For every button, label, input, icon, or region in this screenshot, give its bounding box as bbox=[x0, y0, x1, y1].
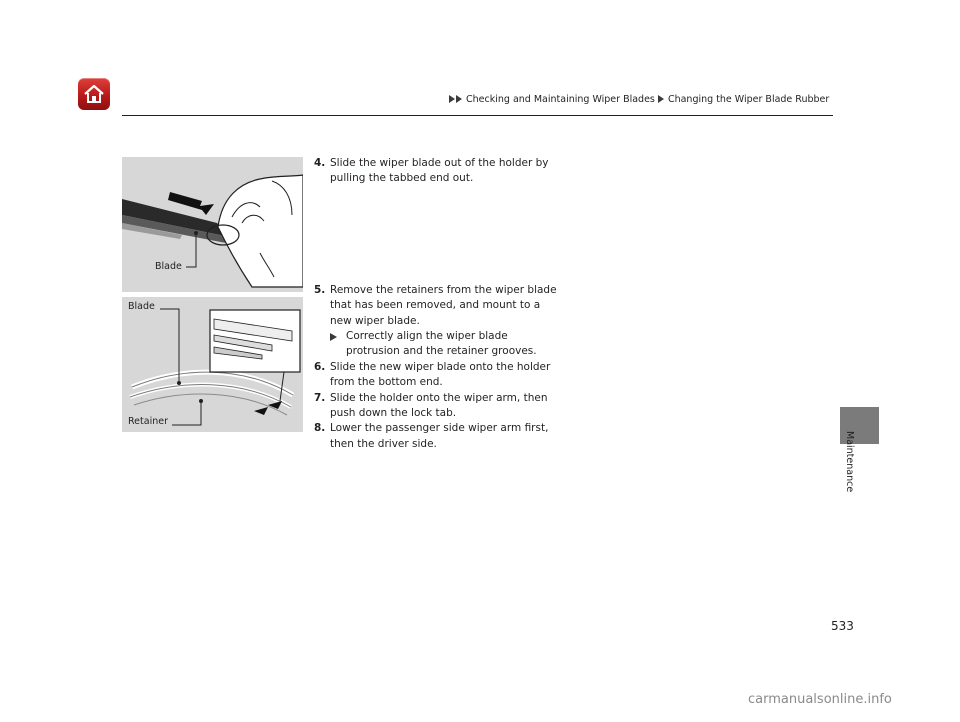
step-number: 8. bbox=[314, 422, 326, 435]
step-5 bbox=[314, 283, 564, 329]
instruction-steps bbox=[314, 156, 564, 452]
step-number: 6. bbox=[314, 360, 326, 373]
figure-label-retainer: Retainer bbox=[128, 416, 168, 427]
step-number: 5. bbox=[314, 283, 326, 296]
step-text: Slide the new wiper blade onto the holder from the bottom end. bbox=[330, 360, 551, 389]
breadcrumb-arrow-icon bbox=[449, 95, 455, 103]
note-arrow-icon bbox=[330, 333, 337, 341]
step-6 bbox=[314, 360, 564, 391]
section-label: Maintenance bbox=[844, 431, 855, 493]
illustration-retainers bbox=[122, 297, 303, 432]
figure-label-blade: Blade bbox=[128, 301, 155, 312]
wiper-blade-removal-illustration bbox=[122, 157, 303, 292]
breadcrumb-parent-link[interactable]: Checking and Maintaining Wiper Blades bbox=[466, 94, 655, 105]
step-text: Remove the retainers from the wiper blade that has been removed, and mount to a new wiper blade. bbox=[330, 283, 557, 327]
watermark: carmanualsonline.info bbox=[748, 692, 892, 707]
step-7 bbox=[314, 391, 564, 422]
illustration-remove-blade bbox=[122, 157, 303, 292]
home-icon bbox=[83, 83, 105, 105]
step-text: Slide the wiper blade out of the holder by pulling the tabbed end out. bbox=[330, 157, 549, 185]
page-number: 533 bbox=[831, 619, 854, 633]
step-5-note bbox=[314, 329, 564, 360]
step-text: Lower the passenger side wiper arm first, then the driver side. bbox=[330, 422, 549, 450]
breadcrumb bbox=[449, 94, 829, 106]
step-number: 4. bbox=[314, 157, 326, 169]
header-divider bbox=[122, 115, 833, 116]
wiper-retainer-illustration bbox=[122, 297, 303, 432]
step-8 bbox=[314, 421, 564, 452]
step-number: 7. bbox=[314, 391, 326, 404]
breadcrumb-current: Changing the Wiper Blade Rubber bbox=[667, 94, 830, 105]
figure-label-blade: Blade bbox=[155, 261, 182, 272]
home-button[interactable] bbox=[78, 78, 110, 110]
step-4 bbox=[314, 156, 564, 187]
note-text: Correctly align the wiper blade protrusion and the retainer grooves. bbox=[346, 330, 537, 358]
breadcrumb-arrow-icon bbox=[456, 95, 462, 103]
step-text: Slide the holder onto the wiper arm, then push down the lock tab. bbox=[330, 391, 548, 420]
breadcrumb-arrow-icon bbox=[658, 95, 664, 103]
